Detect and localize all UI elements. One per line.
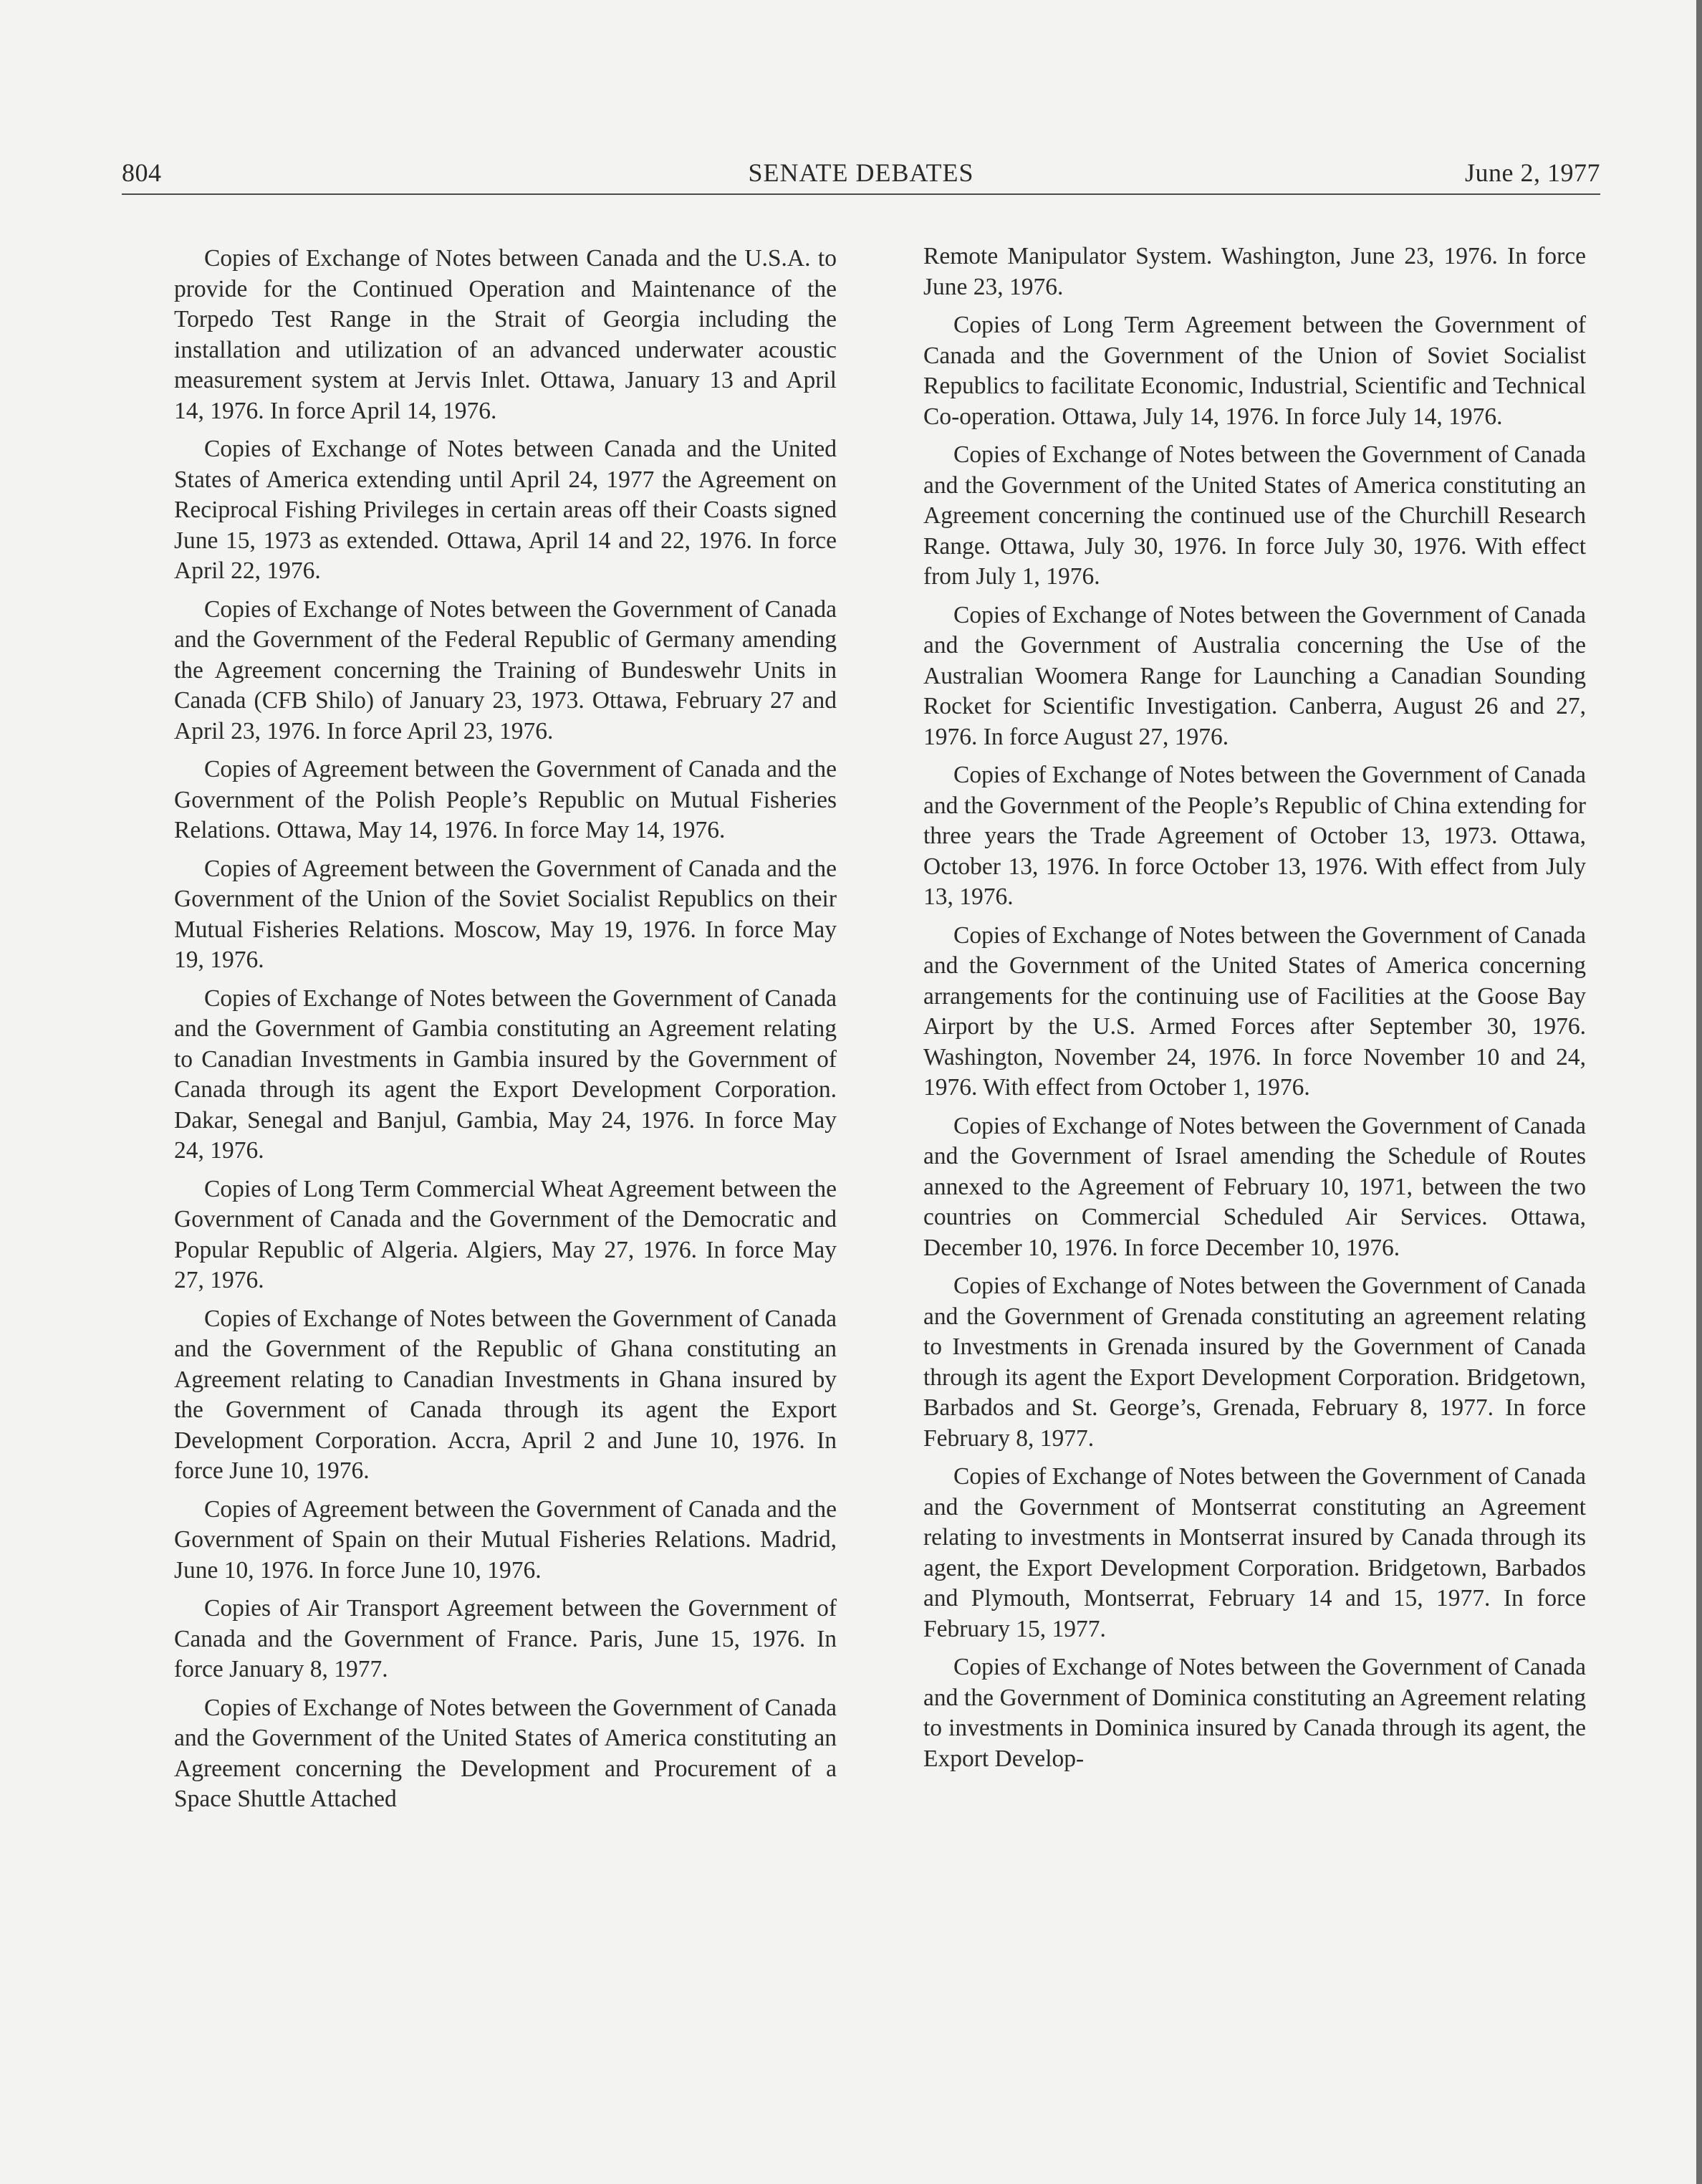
paragraph: Copies of Long Term Commercial Wheat Agreement between the Government of Canada and the Government of the Democratic and Popular Republic of Algeria. Algiers, May 27, 1976. In force May 27, 1976.	[174, 1175, 837, 1293]
publication-title: SENATE DEBATES	[748, 158, 974, 187]
paragraph: Copies of Agreement between the Government of Canada and the Government of the Polish People’s Republic on Mutual Fisheries Relations. Ottawa, May 14, 1976. In force May 14, 1976.	[174, 756, 837, 843]
paragraph: Copies of Exchange of Notes between the Government of Canada and the Government of the United States of America constituting an Agreement concerning the continued use of the Churchill Research Range. Ottawa, July 30, 1976. In force July 30, 1976. With effect from July 1, 1976.	[923, 441, 1586, 590]
paragraph: Copies of Exchange of Notes between the Government of Canada and the Government of Israel amending the Schedule of Routes annexed to the Agreement of February 10, 1971, between the two countries on Commercial Scheduled Air Services. Ottawa, December 10, 1976. In force December 10, 1976.	[923, 1112, 1586, 1261]
page-edge	[1696, 0, 1702, 2184]
paragraph: Copies of Exchange of Notes between the Government of Canada and the Government of the United States of America constituting an Agreement concerning the Development and Procurement of a Space Shuttle Attached	[174, 1694, 837, 1812]
paragraph: Copies of Agreement between the Government of Canada and the Government of the Union of the Soviet Socialist Republics on their Mutual Fisheries Relations. Moscow, May 19, 1976. In force May 19, 1976.	[174, 855, 837, 973]
paragraph: Copies of Exchange of Notes between the Government of Canada and the Government of the United States of America concerning arrangements for the continuing use of Facilities at the Goose Bay Airport by the U.S. Armed Forces after September 30, 1976. Washington, November 24, 1976. In force November 10 and 24, 1976. With effect from October 1, 1976.	[923, 921, 1586, 1101]
paragraph: Copies of Exchange of Notes between the Government of Canada and the Government of the Republic of Ghana constituting an Agreement relating to Canadian Investments in Ghana insured by the Government of Canada through its agent the Export Development Corporation. Accra, April 2 and June 10, 1976. In force June 10, 1976.	[174, 1305, 837, 1484]
paragraph: Copies of Exchange of Notes between the Government of Canada and the Government of the People’s Republic of China extending for three years the Trade Agreement of October 13, 1973. Ottawa, October 13, 1976. In force October 13, 1976. With effect from July 13, 1976.	[923, 762, 1586, 910]
paragraph: Copies of Exchange of Notes between the Government of Canada and the Government of Montserrat constituting an Agreement relating to investments in Montserrat insured by Canada through its agent, the Export Development Corporation. Bridgetown, Barbados and Plymouth, Montserrat, February 14 and 15, 1977. In force February 15, 1977.	[923, 1463, 1586, 1642]
right-column	[923, 241, 1586, 1782]
left-column	[174, 244, 837, 1823]
paragraph: Copies of Exchange of Notes between the Government of Canada and the Government of Grenada constituting an agreement relating to Investments in Grenada insured by the Government of Canada through its agent the Export Development Corporation. Bridgetown, Barbados and St. George’s, Grenada, February 8, 1977. In force February 8, 1977.	[923, 1273, 1586, 1452]
page-number: 804	[122, 158, 162, 187]
paragraph: Copies of Exchange of Notes between Canada and the U.S.A. to provide for the Continued Operation and Maintenance of the Torpedo Test Range in the Strait of Georgia including the installation and utilization of an advanced underwater acoustic measurement system at Jervis Inlet. Ottawa, January 13 and April 14, 1976. In force April 14, 1976.	[174, 245, 837, 424]
paragraph: Copies of Exchange of Notes between the Government of Canada and the Government of Dominica constituting an Agreement relating to investments in Dominica insured by Canada through its agent, the Export Develop-	[923, 1654, 1586, 1772]
paragraph: Copies of Exchange of Notes between Canada and the United States of America extending until April 24, 1977 the Agreement on Reciprocal Fishing Privileges in certain areas off their Coasts signed June 15, 1973 as extended. Ottawa, April 14 and 22, 1976. In force April 22, 1976.	[174, 436, 837, 584]
paragraph: Copies of Long Term Agreement between the Government of Canada and the Government of the Union of Soviet Socialist Republics to facilitate Economic, Industrial, Scientific and Technical Co-operation. Ottawa, July 14, 1976. In force July 14, 1976.	[923, 312, 1586, 430]
paragraph: Copies of Agreement between the Government of Canada and the Government of Spain on their Mutual Fisheries Relations. Madrid, June 10, 1976. In force June 10, 1976.	[174, 1495, 837, 1584]
paragraph: Copies of Exchange of Notes between the Government of Canada and the Government of the Federal Republic of Germany amending the Agreement concerning the Training of Bundeswehr Units in Canada (CFB Shilo) of January 23, 1973. Ottawa, February 27 and April 23, 1976. In force April 23, 1976.	[174, 595, 837, 744]
paragraph-continuation: Remote Manipulator System. Washington, June 23, 1976. In force June 23, 1976.	[923, 243, 1586, 300]
page-header	[122, 156, 1600, 195]
paragraph: Copies of Exchange of Notes between the Government of Canada and the Government of Gambia constituting an Agreement relating to Canadian Investments in Gambia insured by the Government of Canada through its agent the Export Development Corporation. Dakar, Senegal and Banjul, Gambia, May 24, 1976. In force May 24, 1976.	[174, 985, 837, 1164]
paragraph: Copies of Exchange of Notes between the Government of Canada and the Government of Australia concerning the Use of the Australian Woomera Range for Launching a Canadian Sounding Rocket for Scientific Investigation. Canberra, August 26 and 27, 1976. In force August 27, 1976.	[923, 601, 1586, 750]
paragraph: Copies of Air Transport Agreement between the Government of Canada and the Government of France. Paris, June 15, 1976. In force January 8, 1977.	[174, 1595, 837, 1682]
publication-date: June 2, 1977	[1465, 158, 1600, 187]
